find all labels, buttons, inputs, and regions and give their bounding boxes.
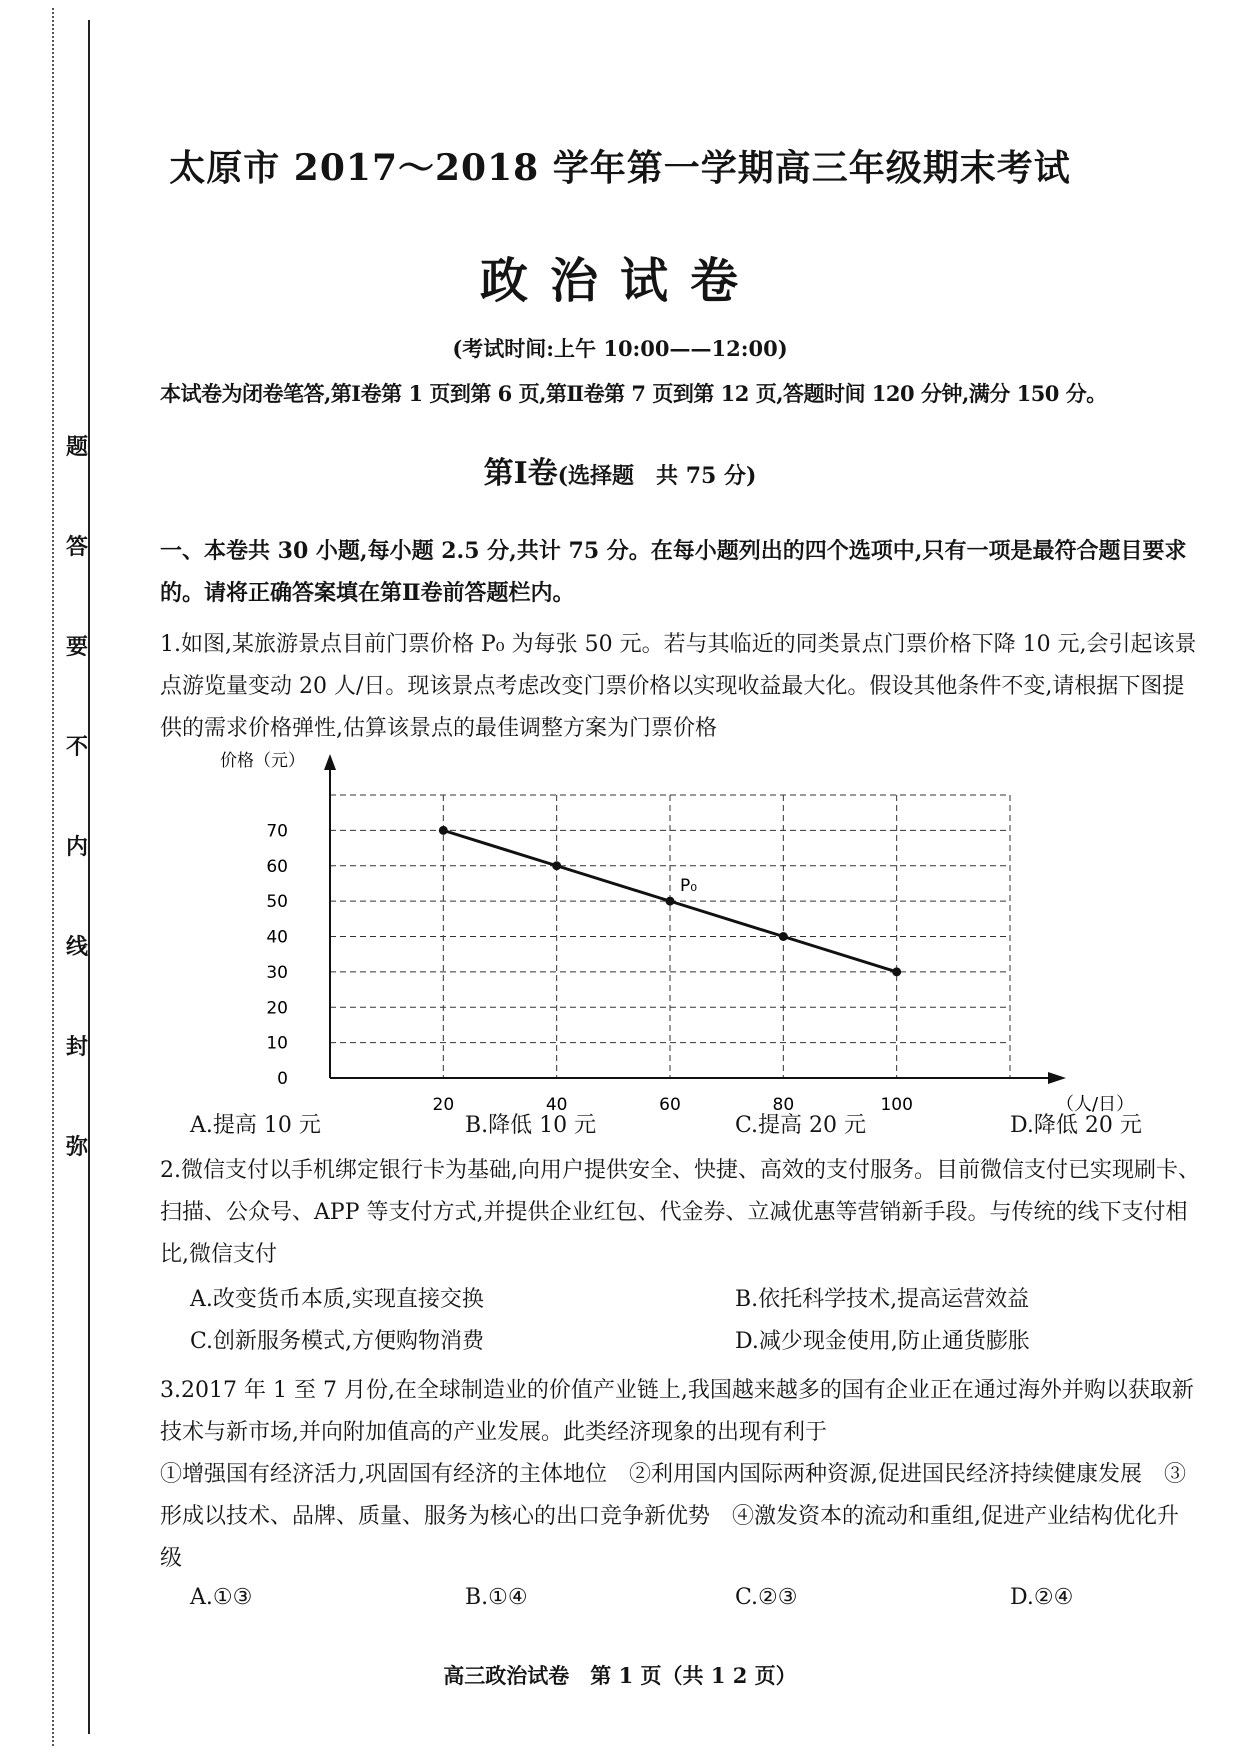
y-tick-label: 30 — [266, 962, 288, 983]
x-tick-label: 20 — [432, 1095, 455, 1115]
question-3-stem: 3.2017 年 1 至 7 月份,在全球制造业的价值产业链上,我国越来越多的国有企业正在通过海外并购以获取新技术与新市场,并向附加值高的产业发展。此类经济现象的出现有利于 — [160, 1378, 1194, 1445]
demand-curve-chart — [220, 750, 1140, 1115]
y-axis-label: 价格（元） — [220, 751, 305, 771]
exam-title: 太原市 2017～2018 学年第一学期高三年级期末考试 — [169, 147, 1071, 189]
question-2-options-row-2 — [160, 1324, 1200, 1360]
option-c[interactable]: C.创新服务模式,方便购物消费 — [190, 1329, 485, 1354]
option-b[interactable]: B.降低 10 元 — [465, 1113, 597, 1138]
y-tick-label: 0 — [277, 1069, 288, 1089]
page-footer: 高三政治试卷 第 1 页（共 1 2 页） — [443, 1663, 797, 1688]
question-2-stem: 2.微信支付以手机绑定银行卡为基础,向用户提供安全、快捷、高效的支付服务。目前微信支付已实现刷卡、扫描、公众号、APP 等支付方式,并提供企业红包、代金券、立减优惠等营销新手段。与传统的线下支付相比,微信支付 — [160, 1158, 1200, 1267]
part-title-sub: (选择题 共 75 分) — [557, 463, 757, 489]
y-axis-arrow — [324, 754, 336, 770]
data-point — [552, 861, 561, 870]
option-c[interactable]: C.②③ — [735, 1585, 798, 1610]
option-c[interactable]: C.提高 20 元 — [735, 1113, 867, 1138]
point-annotation-label: P₀ — [680, 876, 698, 897]
question-2-options-row-1 — [160, 1282, 1200, 1318]
option-d[interactable]: D.②④ — [1010, 1585, 1074, 1610]
question-1-options — [160, 1108, 1200, 1144]
y-tick-label: 20 — [266, 998, 288, 1019]
x-tick-label: 80 — [772, 1095, 795, 1115]
option-a[interactable]: A.提高 10 元 — [190, 1113, 321, 1138]
y-tick-label: 70 — [266, 821, 288, 842]
part-title — [0, 448, 1240, 492]
seal-margin-char: 不 — [65, 734, 88, 760]
y-tick-label: 60 — [266, 856, 288, 877]
option-a[interactable]: A.①③ — [190, 1585, 253, 1610]
x-axis-arrow — [1048, 1072, 1066, 1084]
data-point — [666, 897, 675, 906]
exam-time: (考试时间:上午 10:00——12:00) — [452, 336, 788, 361]
subject-title: 政治试卷 — [479, 253, 760, 309]
seal-margin-char: 线 — [65, 934, 88, 960]
section-intro: 一、本卷共 30 小题,每小题 2.5 分,共计 75 分。在每小题列出的四个选项中,只有一项是最符合题目要求的。请将正确答案填在第Ⅱ卷前答题栏内。 — [160, 538, 1187, 606]
option-b[interactable]: B.①④ — [465, 1585, 528, 1610]
data-point — [779, 932, 788, 941]
x-axis-label: （人/日） — [1056, 1094, 1135, 1115]
part-title-main: 第Ⅰ卷 — [483, 456, 558, 491]
seal-margin-char: 题 — [65, 434, 88, 460]
seal-margin-char: 内 — [65, 834, 88, 860]
x-tick-label: 60 — [659, 1095, 681, 1115]
data-point — [892, 967, 901, 976]
exam-instructions: 本试卷为闭卷笔答,第Ⅰ卷第 1 页到第 6 页,第Ⅱ卷第 7 页到第 12 页,答题时间 120 分钟,满分 150 分。 — [160, 381, 1107, 406]
y-tick-label: 50 — [266, 892, 288, 913]
question-1-stem: 1.如图,某旅游景点目前门票价格 P₀ 为每张 50 元。若与其临近的同类景点门票价格下降 10 元,会引起该景点游览量变动 20 人/日。现该景点考虑改变门票价格以实现收益最大化。假设其他条件不变,请根据下图提供的需求价格弹性,估算该景点的最佳调整方案为门票价格 — [160, 632, 1197, 741]
seal-margin-char: 要 — [65, 634, 88, 660]
data-point — [439, 826, 448, 835]
option-d[interactable]: D.降低 20 元 — [1010, 1113, 1142, 1138]
seal-margin-char: 弥 — [65, 1134, 88, 1160]
option-d[interactable]: D.减少现金使用,防止通货膨胀 — [735, 1329, 1030, 1354]
seal-margin-char: 封 — [65, 1034, 88, 1060]
x-tick-label: 40 — [545, 1095, 568, 1115]
question-3 — [160, 1370, 1200, 1580]
option-a[interactable]: A.改变货币本质,实现直接交换 — [190, 1287, 484, 1312]
x-tick-label: 100 — [880, 1095, 913, 1115]
question-3-items: ①增强国有经济活力,巩固国有经济的主体地位 ②利用国内国际两种资源,促进国民经济持续健康发展 ③形成以技术、品牌、质量、服务为核心的出口竞争新优势 ④激发资本的流动和重组,促进产业结构优化升级 — [160, 1462, 1186, 1571]
question-3-options — [160, 1585, 1200, 1621]
y-tick-label: 10 — [266, 1033, 288, 1054]
seal-margin-char: 答 — [65, 534, 88, 560]
y-tick-label: 40 — [266, 927, 288, 948]
option-b[interactable]: B.依托科学技术,提高运营效益 — [735, 1287, 1030, 1312]
